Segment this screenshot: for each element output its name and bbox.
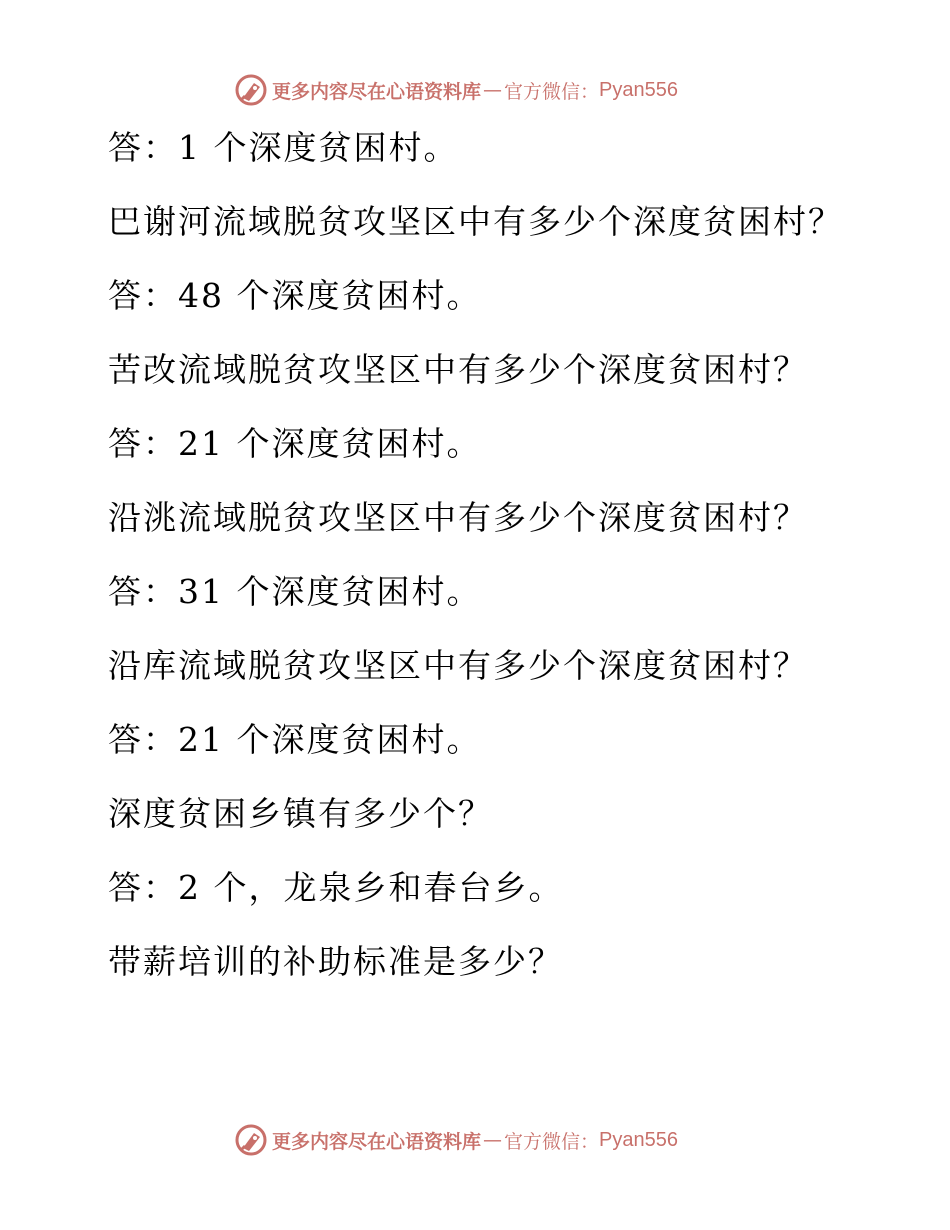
answer-line: 答：21 个深度贫困村。 (108, 424, 482, 463)
question-line: 带薪培训的补助标准是多少？ (108, 942, 563, 981)
header-watermark (234, 72, 678, 108)
question-line: 苦改流域脱贫攻坚区中有多少个深度贫困村？ (108, 350, 808, 389)
watermark-text: 更多内容尽在心语资料库 (272, 1130, 482, 1153)
document-body (108, 120, 908, 1008)
pen-nib-logo-icon (234, 73, 268, 107)
question-line: 巴谢河流域脱贫攻坚区中有多少个深度贫困村？ (108, 202, 843, 241)
watermark-separator: — (483, 79, 503, 101)
watermark-label: 官方微信： (504, 80, 600, 103)
question-line: 深度贫困乡镇有多少个？ (108, 794, 493, 833)
watermark-id: Pyan556 (599, 78, 678, 101)
watermark-label: 官方微信： (504, 1130, 600, 1153)
answer-line: 答：31 个深度贫困村。 (108, 572, 482, 611)
question-line: 沿洮流域脱贫攻坚区中有多少个深度贫困村？ (108, 498, 808, 537)
question-line: 沿库流域脱贫攻坚区中有多少个深度贫困村？ (108, 646, 808, 685)
answer-line: 答：21 个深度贫困村。 (108, 720, 482, 759)
answer-line: 答：48 个深度贫困村。 (108, 276, 482, 315)
watermark-separator: — (483, 1129, 503, 1151)
pen-nib-logo-icon (234, 1123, 268, 1157)
answer-line: 答：1 个深度贫困村。 (108, 128, 459, 167)
answer-line: 答：2 个，龙泉乡和春台乡。 (108, 868, 564, 907)
footer-watermark (234, 1122, 678, 1158)
watermark-text: 更多内容尽在心语资料库 (272, 80, 482, 103)
watermark-id: Pyan556 (599, 1128, 678, 1151)
